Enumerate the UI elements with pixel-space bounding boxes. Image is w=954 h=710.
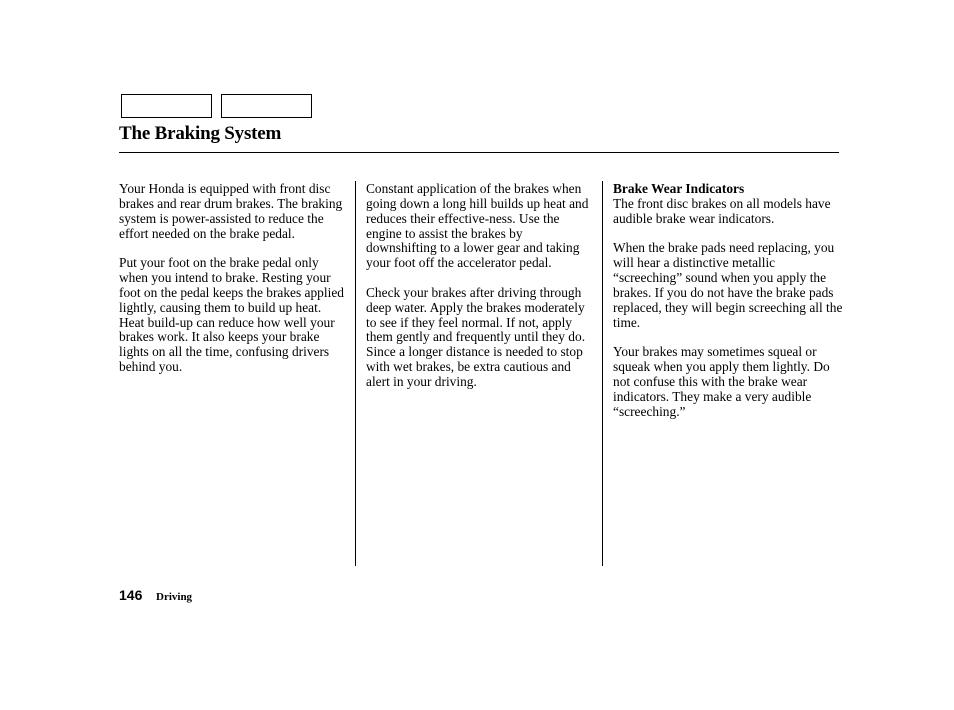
section-label: Driving: [156, 591, 193, 603]
paragraph: Put your foot on the brake pedal only when you intend to brake. Resting your foot on the pedal keeps the brakes applied lightly, causing them to build up heat. Heat build-up can reduce how well your brakes work. It also keeps your brake lights on all the time, confusing drivers behind you.: [119, 255, 344, 375]
paragraph: Constant application of the brakes when going down a long hill builds up heat and reduces their effective-ness. Use the engine to assist the brakes by downshifting to a lower gear and taking your foot off the accelerator pedal.: [366, 181, 589, 271]
nav-next-button[interactable]: [221, 94, 312, 118]
paragraph: Check your brakes after driving through deep water. Apply the brakes moderately to see if they feel normal. If not, apply them gently and frequently until they do. Since a longer distance is needed to stop with wet brakes, be extra cautious and alert in your driving.: [366, 284, 586, 389]
text-column-2: [366, 182, 596, 405]
text-column-3: [613, 182, 843, 434]
brake-wear-section: [613, 182, 843, 227]
column-divider: [602, 181, 603, 566]
paragraph: Your brakes may sometimes squeal or squeak when you apply them lightly. Do not confuse this with the brake wear indicators. They make a very audible “screeching.”: [613, 344, 830, 419]
paragraph: Your Honda is equipped with front disc brakes and rear drum brakes. The braking system is power-assisted to reduce the effort needed on the brake pedal.: [119, 181, 343, 241]
title-divider: [119, 152, 839, 153]
section-heading: Brake Wear Indicators: [613, 181, 745, 196]
column-divider: [355, 181, 356, 566]
page-title: The Braking System: [119, 123, 282, 144]
nav-previous-button[interactable]: [121, 94, 212, 118]
paragraph: When the brake pads need replacing, you will hear a distinctive metallic “screeching” sound when you apply the brakes. If you do not have the brake pads replaced, they will begin screeching all the time.: [613, 240, 843, 330]
text-column-1: [119, 182, 349, 390]
paragraph-text: The front disc brakes on all models have audible brake wear indicators.: [613, 195, 831, 226]
page-number: 146: [119, 587, 143, 603]
